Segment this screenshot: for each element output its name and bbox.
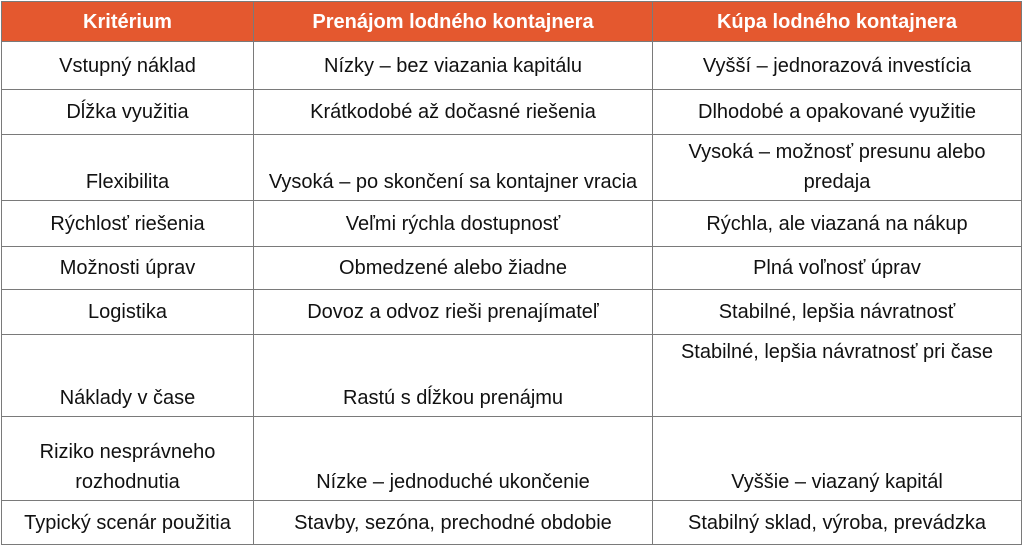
table-row	[2, 135, 1022, 201]
rental-cell: Nízke – jednoduché ukončenie	[254, 417, 653, 501]
table-row	[2, 417, 1022, 501]
rental-cell: Obmedzené alebo žiadne	[254, 247, 653, 290]
purchase-cell: Stabilné, lepšia návratnosť	[653, 290, 1022, 335]
table-body	[2, 42, 1022, 545]
rental-cell: Rastú s dĺžkou prenájmu	[254, 335, 653, 417]
rental-cell: Dovoz a odvoz rieši prenajímateľ	[254, 290, 653, 335]
criterion-cell: Logistika	[2, 290, 254, 335]
rental-cell: Vysoká – po skončení sa kontajner vracia	[254, 135, 653, 201]
criterion-cell: Dĺžka využitia	[2, 90, 254, 135]
criterion-cell: Rýchlosť riešenia	[2, 201, 254, 247]
criterion-cell: Vstupný náklad	[2, 42, 254, 90]
table-row	[2, 501, 1022, 545]
purchase-cell: Vyššie – viazaný kapitál	[653, 417, 1022, 501]
comparison-table	[1, 1, 1022, 545]
purchase-cell: Stabilné, lepšia návratnosť pri čase	[653, 335, 1022, 417]
purchase-cell: Dlhodobé a opakované využitie	[653, 90, 1022, 135]
purchase-cell: Stabilný sklad, výroba, prevádzka	[653, 501, 1022, 545]
table-row	[2, 90, 1022, 135]
purchase-cell: Rýchla, ale viazaná na nákup	[653, 201, 1022, 247]
purchase-cell: Vyšší – jednorazová investícia	[653, 42, 1022, 90]
table-row	[2, 42, 1022, 90]
purchase-cell: Plná voľnosť úprav	[653, 247, 1022, 290]
table-row	[2, 201, 1022, 247]
header-purchase: Kúpa lodného kontajnera	[653, 2, 1022, 42]
purchase-cell: Vysoká – možnosť presunu alebo predaja	[653, 135, 1022, 201]
criterion-cell: Možnosti úprav	[2, 247, 254, 290]
table-row	[2, 335, 1022, 417]
table-row	[2, 290, 1022, 335]
criterion-cell: Náklady v čase	[2, 335, 254, 417]
header-row	[2, 2, 1022, 42]
header-criterion: Kritérium	[2, 2, 254, 42]
rental-cell: Veľmi rýchla dostupnosť	[254, 201, 653, 247]
criterion-cell: Riziko nesprávneho rozhodnutia	[2, 417, 254, 501]
rental-cell: Nízky – bez viazania kapitálu	[254, 42, 653, 90]
header-rental: Prenájom lodného kontajnera	[254, 2, 653, 42]
table-row	[2, 247, 1022, 290]
criterion-cell: Typický scenár použitia	[2, 501, 254, 545]
criterion-cell: Flexibilita	[2, 135, 254, 201]
rental-cell: Krátkodobé až dočasné riešenia	[254, 90, 653, 135]
rental-cell: Stavby, sezóna, prechodné obdobie	[254, 501, 653, 545]
table-header	[2, 2, 1022, 42]
